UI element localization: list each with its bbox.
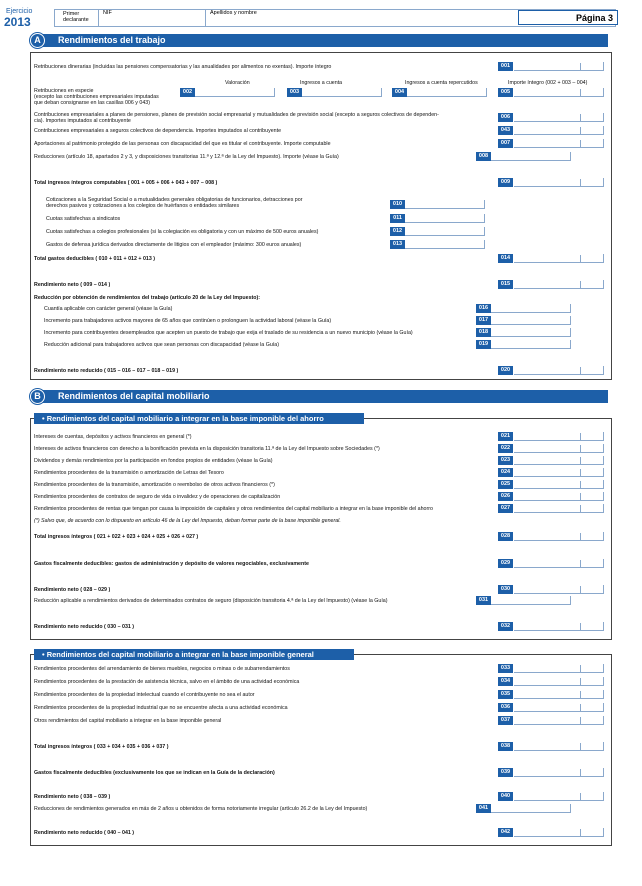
row-021: Intereses de cuentas, depósitos y activos financieros en general (*) — [34, 434, 192, 440]
row-024: Rendimientos procedentes de la transmisión o amortización de Letras del Tesoro — [34, 470, 224, 476]
code-028: 028 — [498, 532, 513, 541]
code-037: 037 — [498, 716, 513, 725]
amount-035[interactable] — [514, 690, 604, 699]
code-010: 010 — [390, 200, 405, 209]
code-021: 021 — [498, 432, 513, 441]
page-number: Página 3 — [518, 10, 618, 25]
row-035: Rendimientos procedentes de la propiedad intelectual cuando el contribuyente no sea el autor — [34, 692, 255, 698]
amount-037[interactable] — [514, 716, 604, 725]
code-004: 004 — [392, 88, 407, 97]
amount-027[interactable] — [514, 504, 604, 513]
amount-039[interactable] — [514, 768, 604, 777]
code-027: 027 — [498, 504, 513, 513]
row-reduccion: Reducción por obtención de rendimientos del trabajo (artículo 20 de la Ley del Impuesto): — [34, 295, 261, 301]
amount-029[interactable] — [514, 559, 604, 568]
row-018: Incremento para contribuyentes desempleados que acepten un puesto de trabajo que exija el traslado de su residencia a un nuevo municipio (véase la Guía) — [44, 330, 413, 336]
row-011: Cuotas satisfechas a sindicatos — [46, 216, 121, 222]
code-029: 029 — [498, 559, 513, 568]
amount-043[interactable] — [514, 126, 604, 135]
row-030: Rendimiento neto ( 028 – 029 ) — [34, 587, 111, 593]
code-020: 020 — [498, 366, 513, 375]
row-001: Retribuciones dinerarias (incluidas las pensiones compensatorias y las anualidades por alimentos no exentas). Importe íntegro — [34, 64, 332, 70]
row-010a: Cotizaciones a la Seguridad Social o a mutualidades generales obligatorias de funcionarios, detracciones por — [46, 197, 303, 203]
section-b-general-title: • Rendimientos del capital mobiliario a integrar en la base imponible general — [34, 649, 354, 660]
amount-007[interactable] — [514, 139, 604, 148]
col-ingresos-cuenta: Ingresos a cuenta — [300, 80, 343, 86]
row-029: Gastos fiscalmente deducibles: gastos de administración y depósito de valores negociables, exclusivamente — [34, 561, 309, 567]
nif-field[interactable]: NIF — [98, 10, 198, 26]
code-009: 009 — [498, 178, 513, 187]
section-a-letter: A — [30, 33, 45, 48]
code-038: 038 — [498, 742, 513, 751]
code-043: 043 — [498, 126, 513, 135]
section-b-letter: B — [30, 389, 45, 404]
page-header — [0, 8, 642, 30]
amount-015[interactable] — [514, 280, 604, 289]
amount-031[interactable] — [491, 596, 571, 605]
row-019: Reducción adicional para trabajadores activos que sean personas con discapacidad (véase la Guía) — [44, 342, 279, 348]
amount-042[interactable] — [514, 828, 604, 837]
row-010b: derechos pasivos y cotizaciones a los colegios de huérfanos o entidades similares — [46, 203, 240, 209]
row-026: Rendimientos procedentes de contratos de seguro de vida o invalidez y de operaciones de capitalización — [34, 494, 281, 500]
amount-028[interactable] — [514, 532, 604, 541]
amount-018[interactable] — [491, 328, 571, 337]
primer-declarante-label: Primer declarante — [63, 11, 89, 23]
code-012: 012 — [390, 227, 405, 236]
amount-036[interactable] — [514, 703, 604, 712]
code-023: 023 — [498, 456, 513, 465]
col-valoracion: Valoración — [225, 80, 250, 86]
amount-033[interactable] — [514, 664, 604, 673]
amount-011[interactable] — [405, 214, 485, 223]
code-008: 008 — [476, 152, 491, 161]
row-023: Dividendos y demás rendimientos por la participación en fondos propios de entidades (véase la Guía) — [34, 458, 273, 464]
amount-030[interactable] — [514, 585, 604, 594]
row-039: Gastos fiscalmente deducibles (exclusivamente los que se indican en la Guía de la declaración) — [34, 770, 275, 776]
row-017: Incremento para trabajadores activos mayores de 65 años que continúen o prolonguen la actividad laboral (véase la Guía) — [44, 318, 332, 324]
code-013: 013 — [390, 240, 405, 249]
code-041: 041 — [476, 804, 491, 813]
amount-009[interactable] — [514, 178, 604, 187]
apellidos-field[interactable]: Apellidos y nombre — [205, 10, 525, 26]
amount-021[interactable] — [514, 432, 604, 441]
section-b-title: Rendimientos del capital mobiliario — [36, 390, 608, 403]
code-017: 017 — [476, 316, 491, 325]
row-027: Rendimientos procedentes de rentas que tengan por causa la imposición de capitales y otros rendimientos del capital mobiliario a integrar en la base imponible del ahorro — [34, 506, 433, 512]
row-037: Otros rendimientos del capital mobiliario a integrar en la base imponible general — [34, 718, 222, 724]
code-042: 042 — [498, 828, 513, 837]
col-ingresos-repercutidos: Ingresos a cuenta repercutidos — [405, 80, 478, 86]
code-040: 040 — [498, 792, 513, 801]
row-031: Reducción aplicable a rendimientos derivados de determinados contratos de seguro (disposición transitoria 4.ª de la Ley del Impuesto) (véase la Guía) — [34, 598, 388, 604]
code-015: 015 — [498, 280, 513, 289]
amount-025[interactable] — [514, 480, 604, 489]
code-006: 006 — [498, 113, 513, 122]
footnote: (*) Salvo que, de acuerdo con lo dispuesto en artículo 46 de la Ley del Impuesto, deban formar parte de la base imponible general. — [34, 518, 341, 524]
code-030: 030 — [498, 585, 513, 594]
row-022: Intereses de activos financieros con derecho a la bonificación prevista en la disposición transitoria 11.ª de la Ley del Impuesto sobre Sociedades (*) — [34, 446, 380, 452]
col-importe-integro: Importe íntegro (002 + 003 – 004) — [508, 80, 588, 86]
amount-010[interactable] — [405, 200, 485, 209]
amount-032[interactable] — [514, 622, 604, 631]
row-028: Total ingresos íntegros ( 021 + 022 + 023 + 024 + 025 + 026 + 027 ) — [34, 534, 199, 540]
code-031: 031 — [476, 596, 491, 605]
amount-023[interactable] — [514, 456, 604, 465]
amount-005[interactable] — [514, 88, 604, 97]
amount-006[interactable] — [514, 113, 604, 122]
code-035: 035 — [498, 690, 513, 699]
amount-016[interactable] — [491, 304, 571, 313]
amount-002[interactable] — [195, 88, 275, 97]
ejercicio-label: Ejercicio — [6, 8, 33, 15]
code-026: 026 — [498, 492, 513, 501]
code-002: 002 — [180, 88, 195, 97]
amount-038[interactable] — [514, 742, 604, 751]
row-025: Rendimientos procedentes de la transmisión, amortización o reembolso de otros activos financieros (*) — [34, 482, 275, 488]
row-041: Reducciones de rendimientos generados en más de 2 años u obtenidos de forma notoriamente irregular (artículo 26.2 de la Ley del Impuesto) — [34, 806, 368, 812]
row-013: Gastos de defensa jurídica derivados directamente de litigios con el empleador (máximo: 300 euros anuales) — [46, 242, 302, 248]
row-033: Rendimientos procedentes del arrendamiento de bienes muebles, negocios o minas o de subarrendamientos — [34, 666, 290, 672]
code-011: 011 — [390, 214, 405, 223]
amount-013[interactable] — [405, 240, 485, 249]
code-034: 034 — [498, 677, 513, 686]
row-042: Rendimiento neto reducido ( 040 – 041 ) — [34, 830, 135, 836]
section-b-ahorro-title-text: Rendimientos del capital mobiliario a integrar en la base imponible del ahorro — [46, 414, 324, 423]
amount-019[interactable] — [491, 340, 571, 349]
amount-034[interactable] — [514, 677, 604, 686]
amount-004[interactable] — [407, 88, 487, 97]
section-a-title: Rendimientos del trabajo — [36, 34, 608, 47]
amount-041[interactable] — [491, 804, 571, 813]
amount-008[interactable] — [491, 152, 571, 161]
code-036: 036 — [498, 703, 513, 712]
row-020: Rendimiento neto reducido ( 015 – 016 – 017 – 018 – 019 ) — [34, 368, 179, 374]
code-039: 039 — [498, 768, 513, 777]
row-043: Contribuciones empresariales a seguros colectivos de dependencia. Importes imputados al contribuyente — [34, 128, 282, 134]
row-002c: que deban consignarse en las casillas 006 y 043) — [34, 100, 151, 106]
amount-014[interactable] — [514, 254, 604, 263]
ejercicio-year: 2013 — [4, 15, 31, 29]
row-038: Total ingresos íntegros ( 033 + 034 + 035 + 036 + 037 ) — [34, 744, 169, 750]
code-016: 016 — [476, 304, 491, 313]
code-018: 018 — [476, 328, 491, 337]
amount-024[interactable] — [514, 468, 604, 477]
code-007: 007 — [498, 139, 513, 148]
row-015: Rendimiento neto ( 009 – 014 ) — [34, 282, 111, 288]
code-019: 019 — [476, 340, 491, 349]
amount-022[interactable] — [514, 444, 604, 453]
code-033: 033 — [498, 664, 513, 673]
amount-040[interactable] — [514, 792, 604, 801]
row-036: Rendimientos procedentes de la propiedad industrial que no se encuentre afecta a una actividad económica — [34, 705, 288, 711]
amount-026[interactable] — [514, 492, 604, 501]
section-b-general-title-text: Rendimientos del capital mobiliario a integrar en la base imponible general — [46, 650, 314, 659]
row-032: Rendimiento neto reducido ( 030 – 031 ) — [34, 624, 135, 630]
row-007: Aportaciones al patrimonio protegido de las personas con discapacidad del que es titular el contribuyente. Importe computable — [34, 141, 331, 147]
code-024: 024 — [498, 468, 513, 477]
code-001: 001 — [498, 62, 513, 71]
row-008: Reducciones (artículo 18, apartados 2 y 3, y disposiciones transitorias 11.ª y 12.ª de la Ley del Impuesto). Importe (véase la Guía) — [34, 154, 339, 160]
amount-003[interactable] — [302, 88, 382, 97]
code-022: 022 — [498, 444, 513, 453]
row-016: Cuantía aplicable con carácter general (véase la Guía) — [44, 306, 173, 312]
row-009: Total ingresos íntegros computables ( 001 + 005 + 006 + 043 + 007 – 008 ) — [34, 180, 218, 186]
code-014: 014 — [498, 254, 513, 263]
amount-001[interactable] — [514, 62, 604, 71]
row-040: Rendimiento neto ( 038 – 039 ) — [34, 794, 111, 800]
amount-017[interactable] — [491, 316, 571, 325]
code-032: 032 — [498, 622, 513, 631]
code-005: 005 — [498, 88, 513, 97]
row-006a: Contribuciones empresariales a planes de pensiones, planes de previsión social empresarial y mutualidades de previsión social (excepto a seguros colectivos de dependen- — [34, 112, 439, 118]
row-002b: (excepto las contribuciones empresariales imputadas — [34, 94, 159, 100]
amount-012[interactable] — [405, 227, 485, 236]
row-006b: cia). Importes imputados al contribuyente — [34, 118, 131, 124]
row-002a: Retribuciones en especie — [34, 88, 94, 94]
section-b-ahorro-title: • Rendimientos del capital mobiliario a integrar en la base imponible del ahorro — [34, 413, 364, 424]
row-034: Rendimientos procedentes de la prestación de asistencia técnica, salvo en el ámbito de una actividad económica — [34, 679, 300, 685]
amount-020[interactable] — [514, 366, 604, 375]
code-025: 025 — [498, 480, 513, 489]
row-012: Cuotas satisfechas a colegios profesionales (si la colegiación es obligatoria y con un máximo de 500 euros anuales) — [46, 229, 319, 235]
code-003: 003 — [287, 88, 302, 97]
row-014: Total gastos deducibles ( 010 + 011 + 012 + 013 ) — [34, 256, 156, 262]
